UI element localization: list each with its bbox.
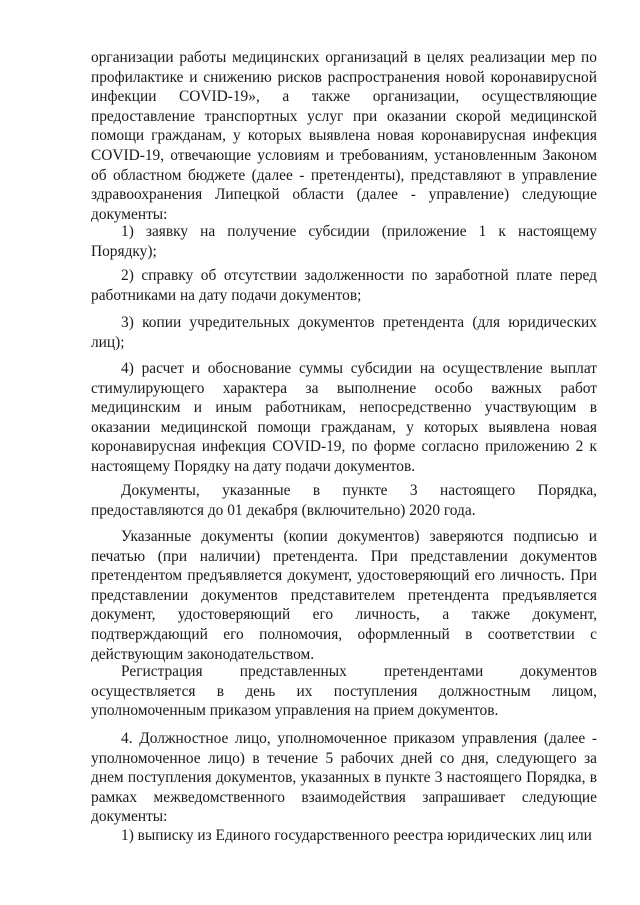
paragraph-continuation: организации работы медицинских организаций в целях реализации мер по профилактике и снижению рисков распространения новой коронавирусной инфекции COVID-19», а также организации, осуществляющие предоставление транспортных услуг при оказании скорой медицинской помощи гражданам, у которых выявлена новая коронавирусная инфекция COVID-19, отвечающие условиям и требованиям, установленным Законом об областном бюджете (далее - претенденты), представляют в управление здравоохранения Липецкой области (далее - управление) следующие документы: (91, 49, 597, 223)
paragraph-deadline: Документы, указанные в пункте 3 настоящего Порядка, предоставляются до 01 декабря (включительно) 2020 года. (91, 482, 597, 519)
paragraph-registration: Регистрация представленных претендентами документов осуществляется в день их поступления должностным лицом, уполномоченным приказом управления на прием документов. (91, 663, 597, 720)
paragraph-point-4: 4. Должностное лицо, уполномоченное приказом управления (далее - уполномоченное лицо) в течение 5 рабочих дней со дня, следующего за днем поступления документов, указанных в пункте 3 настоящего Порядка, в рамках межведомственного взаимодействия запрашивает следующие документы: (91, 730, 597, 826)
paragraph-item-2: 2) справку об отсутствии задолженности по заработной плате перед работниками на дату подачи документов; (91, 267, 597, 304)
paragraph-item-4: 4) расчет и обоснование суммы субсидии на осуществление выплат стимулирующего характера за выполнение особо важных работ медицинским и иным работникам, непосредственно участвующим в оказании медицинской помощи гражданам, у которых выявлена новая коронавирусная инфекция COVID-19, по форме согласно приложению 2 к настоящему Порядку на дату подачи документов. (91, 360, 597, 475)
paragraph-item-1: 1) заявку на получение субсидии (приложение 1 к настоящему Порядку); (91, 223, 597, 260)
paragraph-subitem-1: 1) выписку из Единого государственного реестра юридических лиц или (121, 827, 592, 844)
paragraph-item-3: 3) копии учредительных документов претендента (для юридических лиц); (91, 314, 597, 351)
paragraph-certification: Указанные документы (копии документов) заверяются подписью и печатью (при наличии) претендента. При представлении документов претендентом предъявляется документ, удостоверяющий его личность. При представлении документов представителем претендента предъявляется документ, удостоверяющий его личность, а также документ, подтверждающий его полномочия, оформленный в соответствии с действующим законодательством. (91, 528, 597, 663)
